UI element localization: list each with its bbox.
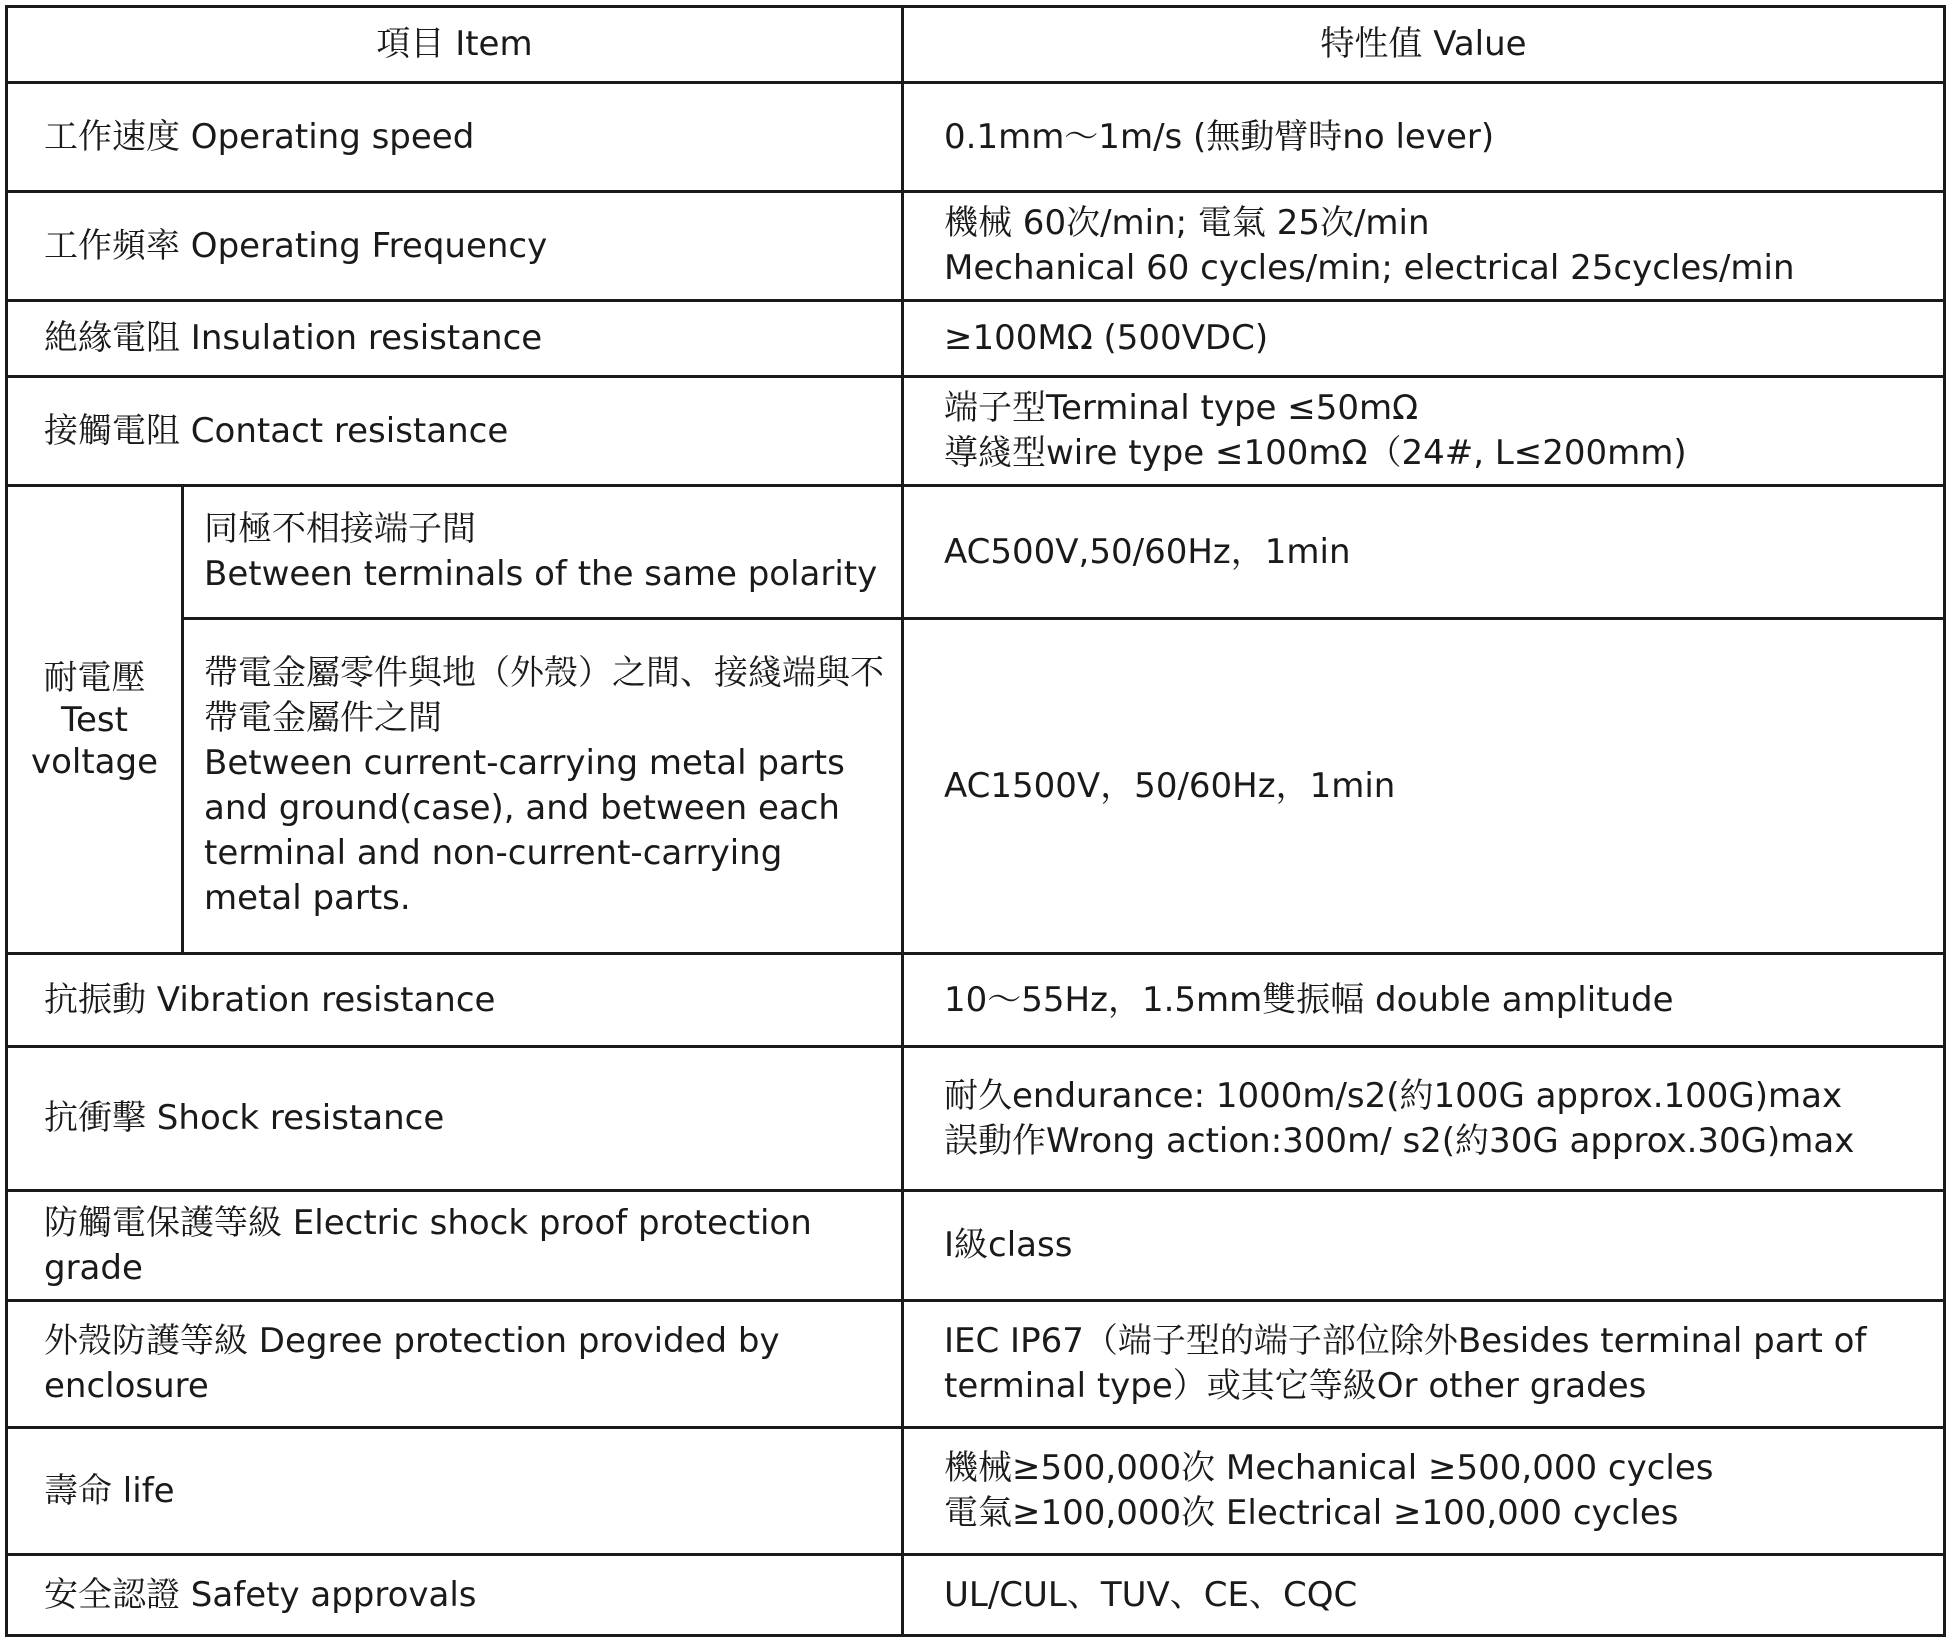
row-item-text: 絶緣電阻 Insulation resistance: [44, 318, 543, 358]
row-value-line: ≥100MΩ (500VDC): [944, 318, 1269, 358]
row-value-line: 機械 60次/min; 電氣 25次/min: [944, 203, 1430, 243]
row-item: [7, 1301, 903, 1428]
voltage-sub-item: [183, 619, 903, 954]
table-row: [7, 1191, 1945, 1301]
row-value-line: 誤動作Wrong action:300m/ s2(約30G approx.30G)max: [944, 1120, 1855, 1161]
row-value-line: Ⅰ級class: [944, 1225, 1073, 1265]
row-value: [903, 377, 1945, 486]
row-item-text: 接觸電阻 Contact resistance: [44, 410, 509, 451]
table-row: [7, 1555, 1945, 1636]
row-item: [7, 1047, 903, 1191]
row-item-text: 抗振動 Vibration resistance: [44, 979, 496, 1020]
row-item-text: 安全認證 Safety approvals: [44, 1574, 477, 1615]
table-row: [7, 619, 1945, 954]
row-item: [7, 192, 903, 301]
row-value: [903, 192, 1945, 301]
row-item: [7, 954, 903, 1047]
header-item: 項目 Item: [7, 7, 903, 83]
voltage-sub-value-text: AC1500V，50/60Hz，1min: [944, 765, 1396, 806]
row-item: [7, 1191, 903, 1301]
row-item: [7, 83, 903, 192]
row-value-line: Mechanical 60 cycles/min; electrical 25cycles/min: [944, 248, 1795, 288]
voltage-group-label-line: 耐電壓: [43, 657, 146, 698]
row-value-line: 耐久endurance: 1000m/s2(約100G approx.100G)max: [944, 1075, 1843, 1116]
row-value: [903, 1191, 1945, 1301]
voltage-group-label-line: Test: [61, 699, 128, 740]
specification-table: [5, 5, 1946, 1637]
voltage-group-label-line: voltage: [30, 741, 159, 782]
voltage-sub-item-line: 帶電金屬零件與地（外殼）之間、接綫端與不帶電金屬件之間: [204, 653, 884, 738]
row-value-line: 0.1mm～1m/s (無動臂時no lever): [944, 116, 1495, 157]
row-value-line: 機械≥500,000次 Mechanical ≥500,000 cycles: [944, 1448, 1714, 1488]
row-value: [903, 1047, 1945, 1191]
table-row: [7, 954, 1945, 1047]
row-item-text: 工作頻率 Operating Frequency: [44, 225, 548, 266]
table-row: [7, 1047, 1945, 1191]
row-item: [7, 1428, 903, 1555]
table-row: [7, 1301, 1945, 1428]
header-value: 特性值 Value: [903, 7, 1945, 83]
table-row: [7, 192, 1945, 301]
table-row: [7, 486, 1945, 619]
row-item: [7, 301, 903, 377]
row-item: [7, 377, 903, 486]
row-value-line: UL/CUL、TUV、CE、CQC: [944, 1574, 1358, 1615]
row-item-text: 抗衝擊 Shock resistance: [44, 1098, 445, 1138]
table-header-row: [7, 7, 1945, 83]
table-row: [7, 301, 1945, 377]
voltage-sub-item-line: Between terminals of the same polarity: [204, 554, 878, 594]
table-row: [7, 1428, 1945, 1555]
voltage-sub-item: [183, 486, 903, 619]
row-item-text: 工作速度 Operating speed: [44, 116, 475, 157]
row-value: [903, 1301, 1945, 1428]
voltage-sub-item-line: Between current-carrying metal parts and ground(case), and between each terminal and non-current-carrying metal parts.: [204, 743, 845, 918]
voltage-sub-value: [903, 619, 1945, 954]
row-item-text: 壽命 life: [44, 1470, 175, 1511]
table-row: [7, 377, 1945, 486]
voltage-group-label: [7, 486, 183, 954]
row-item-text: 防觸電保護等級 Electric shock proof protection grade: [44, 1202, 812, 1288]
row-value-line: IEC IP67（端子型的端子部位除外Besides terminal part of terminal type）或其它等級Or other grades: [944, 1321, 1867, 1406]
row-value: [903, 1428, 1945, 1555]
row-value: [903, 954, 1945, 1047]
row-value: [903, 83, 1945, 192]
row-value-line: 電氣≥100,000次 Electrical ≥100,000 cycles: [944, 1493, 1679, 1533]
row-value: [903, 301, 1945, 377]
table-row: [7, 83, 1945, 192]
row-value-line: 10～55Hz，1.5mm雙振幅 double amplitude: [944, 979, 1674, 1020]
row-item-text: 外殼防護等級 Degree protection provided by enclosure: [44, 1321, 780, 1406]
row-value-line: 端子型Terminal type ≤50mΩ: [944, 388, 1419, 428]
row-value-line: 導綫型wire type ≤100mΩ（24#, L≤200mm): [944, 433, 1687, 473]
row-item: [7, 1555, 903, 1636]
voltage-sub-value-text: AC500V,50/60Hz，1min: [944, 531, 1351, 572]
row-value: [903, 1555, 1945, 1636]
voltage-sub-value: [903, 486, 1945, 619]
voltage-sub-item-line: 同極不相接端子間: [204, 509, 476, 549]
